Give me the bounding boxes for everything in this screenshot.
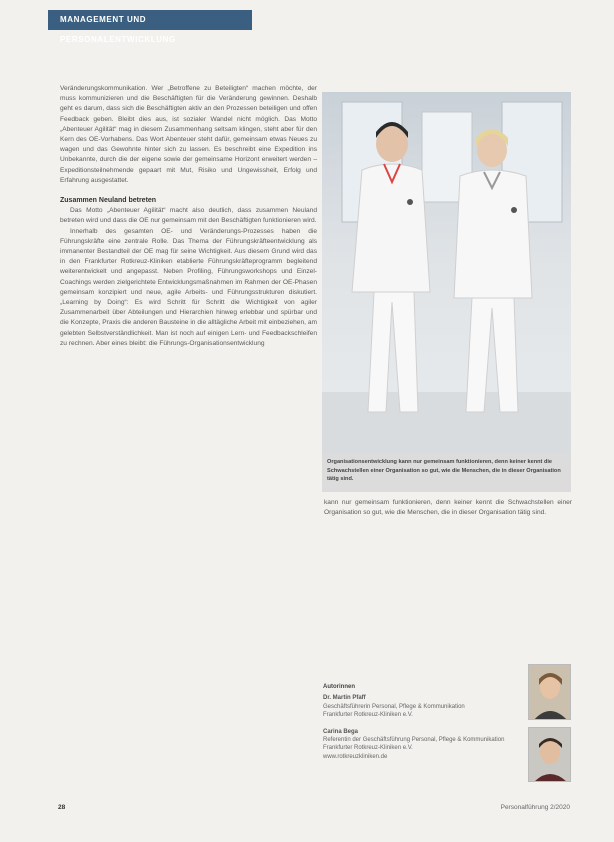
article-paragraph: Veränderungskommunikation. Wer „Betroffene zu Beteiligten“ machen möchte, der muss kommunizieren und die Beschäftigten für die Veränderung gewinnen. Deshalb geht es darum, dass sich die Beschäftigten aktiv an den Prozessen beteiligen und offen Feedback geben. Bleibt dies aus, ist sozialer Wandel nicht möglich. Das Motto „Abenteuer Agilität“ mag in diesem Zusammenhang seltsam klingen, steht aber für den Kern des OE-Vorhabens. Das Wort Abenteuer steht dafür, gemeinsam etwas Neues zu wagen und das Gewohnte hinter sich zu lassen. Es beschreibt eine Expedition ins Unbekannte, durch die der eigene sowie der gemeinsame Horizont erweitert werden – Expeditionsteilnehmende gepaart mit Mut, Risiko und Ungewissheit, Erfolg und Erfahrung ausgestattet. [60, 85, 317, 184]
article-paragraph: Innerhalb des gesamten OE- und Veränderungs-Prozesses haben die Führungskräfte eine zentrale Rolle. Das Thema der Führungskräfteentwicklung als immanenter Bestandteil der OE mag für seine Wichtigkeit. Aus diesem Grund wird das in den Frankfurter Rotkreuz-Kliniken etablierte Führungskräfteprogramm begleitend weiterentwickelt und angepasst. Neben Profiling, Führungsworkshops und Einzel-Coachings werden zielgerichtete Entwicklungsmaßnahmen im Rahmen der OE-Phasen gemeinsam konzipiert und neue, agile Arbeits- und Führungsstrukturen diskutiert. „Learning by Doing“: Es wird Schritt für Schritt die Wichtigkeit von agiler Zusammenarbeit über Abteilungen und Hierarchien hinweg erlebbar und spürbar und die Konzepte, Praxis die anderen Bausteine in die alltägliche Arbeit mit einbeziehen, am gelebten Selbstverständlichkeit. Man ist noch auf einigen Lern- und Feedbackschleifen zu rechnen. Aber eines bleibt: die Führungs-Organisationsentwicklung [60, 227, 317, 347]
author-name: Carina Bega [323, 728, 359, 735]
author-portrait [528, 727, 571, 782]
article-right-column [324, 498, 572, 518]
author-title: Referentin der Geschäftsführung Personal, Pflege & Kommunikation [323, 737, 505, 744]
nurses-illustration [322, 92, 571, 454]
photo-caption [322, 454, 571, 492]
portrait-image [529, 665, 571, 720]
author-block [323, 694, 523, 719]
article-paragraph: Das Motto „Abenteuer Agilität“ macht also deutlich, dass zusammen Neuland betreten wird und dass die OE nur gemeinsam mit den Beschäftigten funktionieren wird. [60, 207, 317, 225]
author-org: Frankfurter Rotkreuz-Kliniken e.V. [323, 745, 413, 752]
article-paragraph: kann nur gemeinsam funktionieren, denn keiner kennt die Schwachstellen einer Organisation so gut, wie die Menschen, die in dieser Organisation tätig sind. [324, 499, 572, 517]
page-number: 28 [58, 804, 66, 811]
photo-caption-text: Organisationsentwicklung kann nur gemeinsam funktionieren, denn keiner kennt die Schwachstellen einer Organisation so gut, wie die Menschen, die in dieser Organisation tätig sind. [327, 459, 561, 483]
portrait-image [529, 728, 571, 782]
article-photo [322, 92, 571, 454]
author-website: www.rotkreuzkliniken.de [323, 753, 388, 760]
section-header [48, 10, 252, 44]
article-subheading: Zusammen Neuland betreten [60, 197, 157, 205]
author-info [323, 683, 523, 761]
author-org: Frankfurter Rotkreuz-Kliniken e.V. [323, 712, 413, 719]
author-block [323, 728, 523, 762]
author-name: Dr. Martin Pfaff [323, 695, 366, 702]
author-portrait [528, 664, 571, 720]
section-title: MANAGEMENT UND PERSONALENTWICKLUNG [60, 15, 176, 44]
authors-label: Autorinnen [323, 684, 355, 690]
author-title: Geschäftsführerin Personal, Pflege & Kommunikation [323, 703, 465, 710]
publication-name: Personalführung 2/2020 [500, 804, 570, 811]
article-left-column [60, 84, 317, 349]
